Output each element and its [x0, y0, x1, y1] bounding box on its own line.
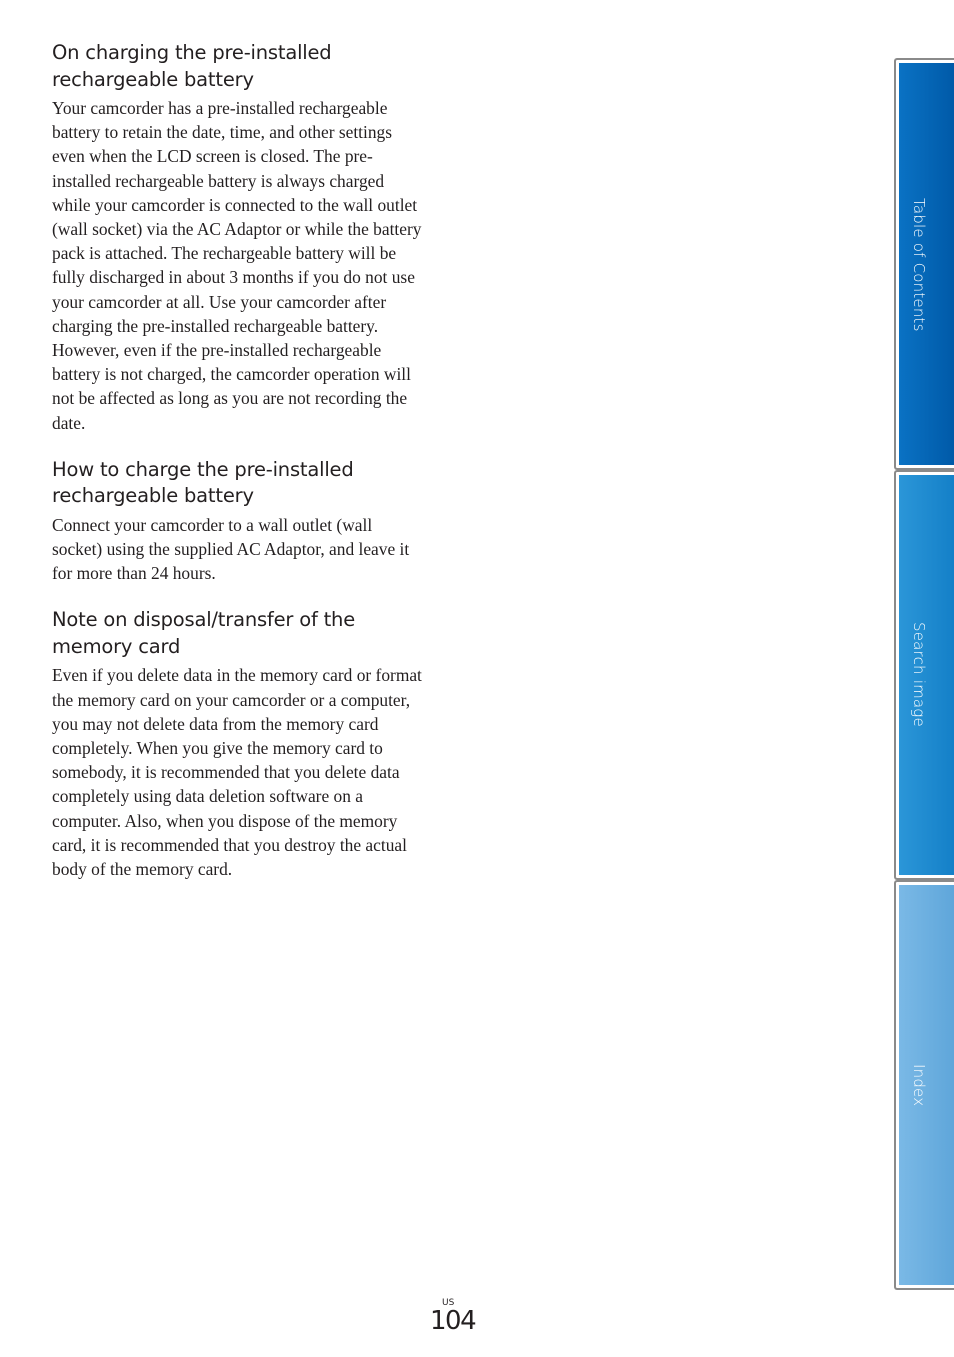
region-code: US [442, 1298, 455, 1308]
section-paragraph: Connect your camcorder to a wall outlet (wall socket) using the supplied AC Adaptor, and leave it for more than 24 hours. [52, 514, 410, 584]
tab-search-image[interactable] [894, 470, 954, 880]
section-heading: On charging the pre-installed rechargeable battery [52, 41, 332, 91]
side-navigation [894, 58, 954, 1290]
page-number: 104 [430, 1306, 476, 1336]
tab-label: Search image [910, 622, 928, 727]
section-paragraph: Your camcorder has a pre-installed rechargeable battery to retain the date, time, and other settings even when the LCD screen is closed. The pre-installed rechargeable battery is always charged while your camcorder is connected to the wall outlet (wall socket) via the AC Adaptor or while the battery pack is attached. The rechargeable battery will be fully discharged in about 3 months if you do not use your camcorder at all. Use your camcorder after charging the pre-installed rechargeable battery. [52, 98, 422, 336]
section-battery-charging [52, 40, 422, 435]
tab-label: Table of Contents [910, 198, 928, 332]
section-heading: How to charge the pre-installed rechargeable battery [52, 457, 354, 508]
section-heading: Note on disposal/transfer of the memory card [52, 608, 356, 658]
section-how-to-charge [52, 457, 422, 586]
tab-label: Index [910, 1064, 928, 1107]
section-memory-card-disposal [52, 607, 422, 881]
main-content [52, 40, 422, 903]
tab-table-of-contents[interactable] [894, 58, 954, 470]
section-paragraph: Even if you delete data in the memory card or format the memory card on your camcorder or a computer, you may not delete data from the memory card completely. When you give the memory card to somebody, it is recommended that you delete data completely using data deletion software on a computer. Also, when you dispose of the memory card, it is recommended that you destroy the actual body of the memory card. [52, 665, 422, 880]
section-paragraph: However, even if the pre-installed rechargeable battery is not charged, the camcorder operation will not be affected as long as you are not recording the date. [52, 340, 411, 433]
tab-index[interactable] [894, 880, 954, 1290]
